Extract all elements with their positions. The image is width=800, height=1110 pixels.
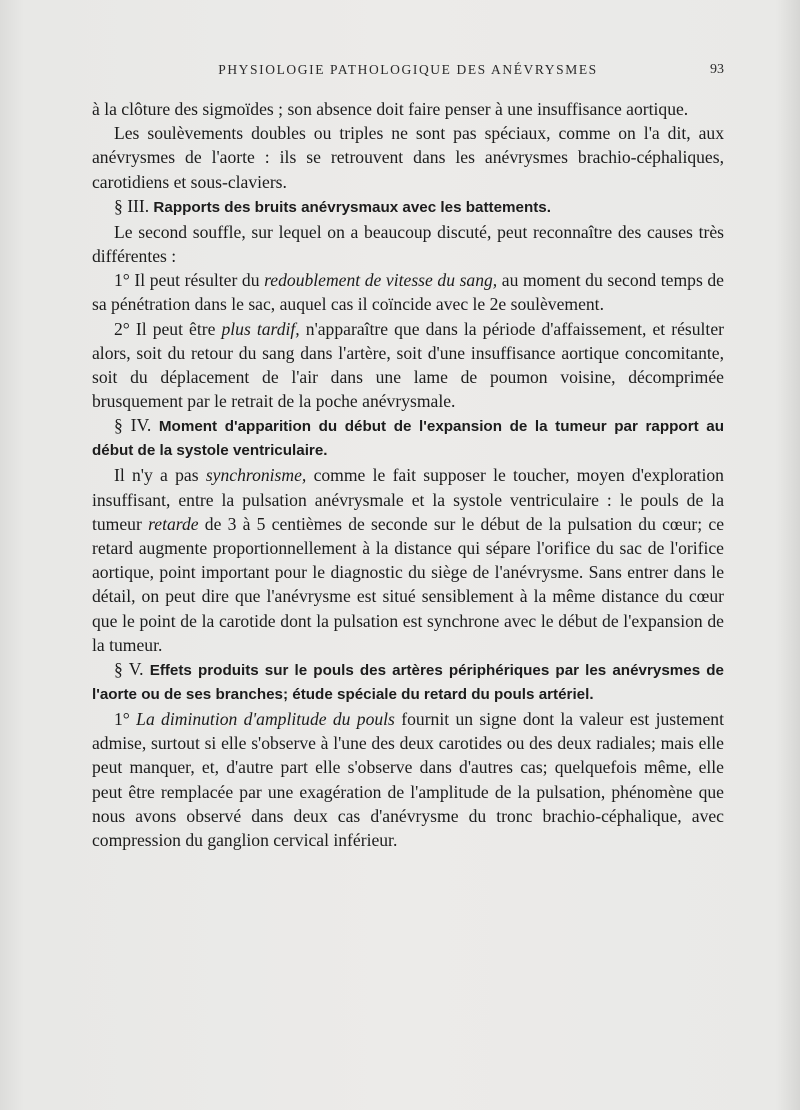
page-number: 93: [710, 62, 724, 77]
text-run: n'apparaître que dans la période d'affaissement, et résulter alors, soit du retour du sang dans l'artère, soit d'une insuffisance aortique concomitante, soit du déplacement de l'air dans une lame de poumon voisine, décomprimée brusquement par le retrait de la poche anévrysmale.: [92, 318, 724, 412]
paragraph-point-1: [92, 268, 724, 316]
text-run: 1°: [114, 709, 137, 730]
section-number: § IV.: [114, 415, 152, 436]
text-run: au moment du second temps de sa pénétration dans le sac, auquel cas il coïncide avec le 2e soulèvement.: [92, 270, 724, 315]
page-body: [92, 97, 724, 852]
text-run: 1° Il peut résulter du: [114, 270, 265, 291]
text-run: 2° Il peut être: [114, 318, 222, 339]
section-number: § V.: [114, 659, 144, 680]
italic-run: redoublement de vitesse du sang,: [264, 270, 498, 291]
text-run: de 3 à 5 centièmes de seconde sur le début de la pulsation du cœur; ce retard augmente proportionnellement à la distance qui sépare l'orifice du sac de l'orifice aortique, point important pour le diagnostic du siège de l'anévrysme. Sans entrer dans le détail, on peut dire que l'anévrysme est situé sensiblement à la même distance du cœur que le point de la carotide dont la pulsation est synchrone avec le début de l'expansion de la tumeur.: [92, 513, 724, 655]
italic-run: synchronisme,: [205, 465, 307, 486]
section-title: Rapports des bruits anévrysmaux avec les battements.: [153, 198, 551, 216]
section-title: Effets produits sur le pouls des artères périphériques par les anévrysmes de l'aorte ou de ses branches; étude spéciale du retard du pouls artériel.: [92, 662, 724, 704]
text-run: Il n'y a pas: [114, 465, 206, 486]
paragraph-amplitude: [92, 707, 724, 852]
running-title: PHYSIOLOGIE PATHOLOGIQUE DES ANÉVRYSMES: [218, 62, 598, 77]
page-header: [92, 62, 724, 84]
italic-run: plus tardif,: [221, 318, 300, 339]
section-number: § III.: [114, 195, 150, 216]
section-title: Moment d'apparition du début de l'expansion de la tumeur par rapport au début de la systole ventriculaire.: [92, 418, 724, 460]
text-run: comme le fait supposer le toucher, moyen d'exploration insuffisant, entre la pulsation anévrysmale et la systole ventriculaire : le pouls de la tumeur: [92, 465, 724, 534]
italic-run: La diminution d'amplitude du pouls: [136, 709, 395, 730]
paragraph-second-souffle: Le second souffle, sur lequel on a beaucoup discuté, peut reconnaître des causes très différentes :: [92, 221, 724, 267]
paragraph-synchronisme: [92, 463, 724, 657]
text-run: fournit un signe dont la valeur est justement admise, surtout si elle s'observe à l'une des deux carotides ou des deux radiales; mais elle peut manquer, et, d'autre part elle s'observe dans d'autres cas; quelquefois même, elle peut être remplacée par une exagération de l'amplitude de la pulsation, phénomène que nous avons observé dans deux cas d'anévrysme du tronc brachio-céphalique, avec compression du ganglion cervical inférieur.: [92, 709, 724, 851]
paragraph-point-2: [92, 317, 724, 414]
paragraph-continuation: à la clôture des sigmoïdes ; son absence doit faire penser à une insuffisance aortique.: [92, 99, 689, 119]
paragraph-soulevements: Les soulèvements doubles ou triples ne sont pas spéciaux, comme on l'a dit, aux anévrysmes de l'aorte : ils se retrouvent dans les anévrysmes brachio-céphaliques, carotidiens et sous-claviers.: [92, 123, 724, 192]
italic-run: retarde: [148, 513, 199, 534]
section-heading-5: [92, 657, 724, 707]
section-heading-4: [92, 413, 724, 463]
section-heading-3: [92, 194, 724, 220]
